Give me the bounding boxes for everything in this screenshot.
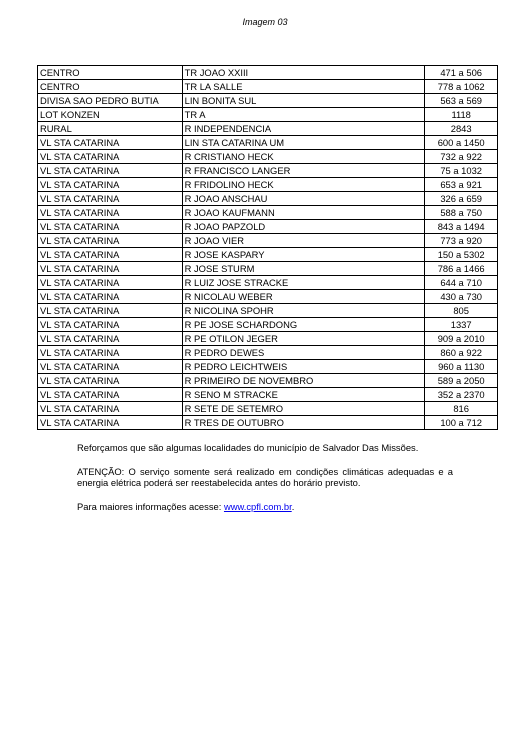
note-localities: Reforçamos que são algumas localidades do município de Salvador Das Missões.	[77, 442, 419, 453]
locality-cell: CENTRO	[38, 80, 183, 94]
locations-table	[37, 65, 498, 430]
locality-cell: VL STA CATARINA	[38, 192, 183, 206]
locality-cell: VL STA CATARINA	[38, 234, 183, 248]
table-row	[38, 346, 498, 360]
table-row	[38, 220, 498, 234]
number-range-cell: 644 a 710	[425, 276, 498, 290]
table-row	[38, 332, 498, 346]
table-row	[38, 206, 498, 220]
street-cell: R JOAO PAPZOLD	[182, 220, 425, 234]
street-cell: R JOAO VIER	[182, 234, 425, 248]
number-range-cell: 805	[425, 304, 498, 318]
locality-cell: RURAL	[38, 122, 183, 136]
locality-cell: VL STA CATARINA	[38, 304, 183, 318]
number-range-cell: 773 a 920	[425, 234, 498, 248]
street-cell: R SETE DE SETEMRO	[182, 402, 425, 416]
number-range-cell: 430 a 730	[425, 290, 498, 304]
table-row	[38, 122, 498, 136]
street-cell: R PEDRO DEWES	[182, 346, 425, 360]
street-cell: R LUIZ JOSE STRACKE	[182, 276, 425, 290]
street-cell: TR JOAO XXIII	[182, 66, 425, 80]
street-cell: R JOSE KASPARY	[182, 248, 425, 262]
table-row	[38, 94, 498, 108]
locality-cell: VL STA CATARINA	[38, 164, 183, 178]
number-range-cell: 75 a 1032	[425, 164, 498, 178]
number-range-cell: 843 a 1494	[425, 220, 498, 234]
street-cell: TR LA SALLE	[182, 80, 425, 94]
table-row	[38, 192, 498, 206]
table-row	[38, 248, 498, 262]
locality-cell: VL STA CATARINA	[38, 388, 183, 402]
street-cell: R NICOLINA SPOHR	[182, 304, 425, 318]
street-cell: R INDEPENDENCIA	[182, 122, 425, 136]
street-cell: R PE JOSE SCHARDONG	[182, 318, 425, 332]
more-info-text: Para maiores informações acesse:	[77, 500, 224, 512]
locality-cell: VL STA CATARINA	[38, 332, 183, 346]
number-range-cell: 816	[425, 402, 498, 416]
note-warning: ATENÇÃO: O serviço somente será realizado em condições climáticas adequadas e a energia elétrica poderá ser reestabelecida antes do horário previsto.	[77, 465, 453, 488]
table-row	[38, 318, 498, 332]
table-row	[38, 66, 498, 80]
locality-cell: VL STA CATARINA	[38, 374, 183, 388]
street-cell: LIN STA CATARINA UM	[182, 136, 425, 150]
street-cell: R PE OTILON JEGER	[182, 332, 425, 346]
number-range-cell: 2843	[425, 122, 498, 136]
number-range-cell: 1118	[425, 108, 498, 122]
table-row	[38, 416, 498, 430]
number-range-cell: 588 a 750	[425, 206, 498, 220]
street-cell: R PRIMEIRO DE NOVEMBRO	[182, 374, 425, 388]
locality-cell: VL STA CATARINA	[38, 150, 183, 164]
number-range-cell: 150 a 5302	[425, 248, 498, 262]
table-row	[38, 178, 498, 192]
street-cell: R JOAO ANSCHAU	[182, 192, 425, 206]
locality-cell: VL STA CATARINA	[38, 206, 183, 220]
street-cell: R FRIDOLINO HECK	[182, 178, 425, 192]
number-range-cell: 326 a 659	[425, 192, 498, 206]
number-range-cell: 653 a 921	[425, 178, 498, 192]
cpfl-website-link[interactable]: www.cpfl.com.br	[223, 500, 292, 512]
street-cell: TR A	[182, 108, 425, 122]
page-title: Imagem 03	[242, 17, 288, 27]
number-range-cell: 909 a 2010	[425, 332, 498, 346]
locality-cell: VL STA CATARINA	[38, 276, 183, 290]
locality-cell: VL STA CATARINA	[38, 220, 183, 234]
locality-cell: CENTRO	[38, 66, 183, 80]
street-cell: R TRES DE OUTUBRO	[182, 416, 425, 430]
number-range-cell: 589 a 2050	[425, 374, 498, 388]
table-row	[38, 136, 498, 150]
table-row	[38, 164, 498, 178]
locality-cell: LOT KONZEN	[38, 108, 183, 122]
table-row	[38, 80, 498, 94]
locality-cell: VL STA CATARINA	[38, 136, 183, 150]
table-body	[38, 66, 498, 430]
number-range-cell: 100 a 712	[425, 416, 498, 430]
locality-cell: VL STA CATARINA	[38, 360, 183, 374]
locality-cell: VL STA CATARINA	[38, 262, 183, 276]
number-range-cell: 352 a 2370	[425, 388, 498, 402]
locality-cell: VL STA CATARINA	[38, 346, 183, 360]
table-row	[38, 108, 498, 122]
locality-cell: VL STA CATARINA	[38, 290, 183, 304]
locality-cell: DIVISA SAO PEDRO BUTIA	[38, 94, 183, 108]
street-cell: R FRANCISCO LANGER	[182, 164, 425, 178]
table-row	[38, 388, 498, 402]
table-row	[38, 150, 498, 164]
street-cell: R JOSE STURM	[182, 262, 425, 276]
number-range-cell: 563 a 569	[425, 94, 498, 108]
locality-cell: VL STA CATARINA	[38, 178, 183, 192]
table-row	[38, 304, 498, 318]
notes-section	[77, 442, 453, 524]
table-row	[38, 374, 498, 388]
table-row	[38, 360, 498, 374]
street-cell: R PEDRO LEICHTWEIS	[182, 360, 425, 374]
number-range-cell: 860 a 922	[425, 346, 498, 360]
street-cell: LIN BONITA SUL	[182, 94, 425, 108]
number-range-cell: 600 a 1450	[425, 136, 498, 150]
table-row	[38, 234, 498, 248]
street-cell: R SENO M STRACKE	[182, 388, 425, 402]
number-range-cell: 960 a 1130	[425, 360, 498, 374]
more-info-suffix: .	[291, 500, 295, 512]
street-cell: R JOAO KAUFMANN	[182, 206, 425, 220]
locality-cell: VL STA CATARINA	[38, 416, 183, 430]
number-range-cell: 732 a 922	[425, 150, 498, 164]
table-row	[38, 290, 498, 304]
number-range-cell: 778 a 1062	[425, 80, 498, 94]
locality-cell: VL STA CATARINA	[38, 402, 183, 416]
table-row	[38, 262, 498, 276]
number-range-cell: 471 a 506	[425, 66, 498, 80]
street-cell: R NICOLAU WEBER	[182, 290, 425, 304]
table-row	[38, 276, 498, 290]
table-row	[38, 402, 498, 416]
locality-cell: VL STA CATARINA	[38, 318, 183, 332]
number-range-cell: 1337	[425, 318, 498, 332]
street-cell: R CRISTIANO HECK	[182, 150, 425, 164]
locality-cell: VL STA CATARINA	[38, 248, 183, 262]
number-range-cell: 786 a 1466	[425, 262, 498, 276]
note-more-info	[77, 501, 453, 513]
